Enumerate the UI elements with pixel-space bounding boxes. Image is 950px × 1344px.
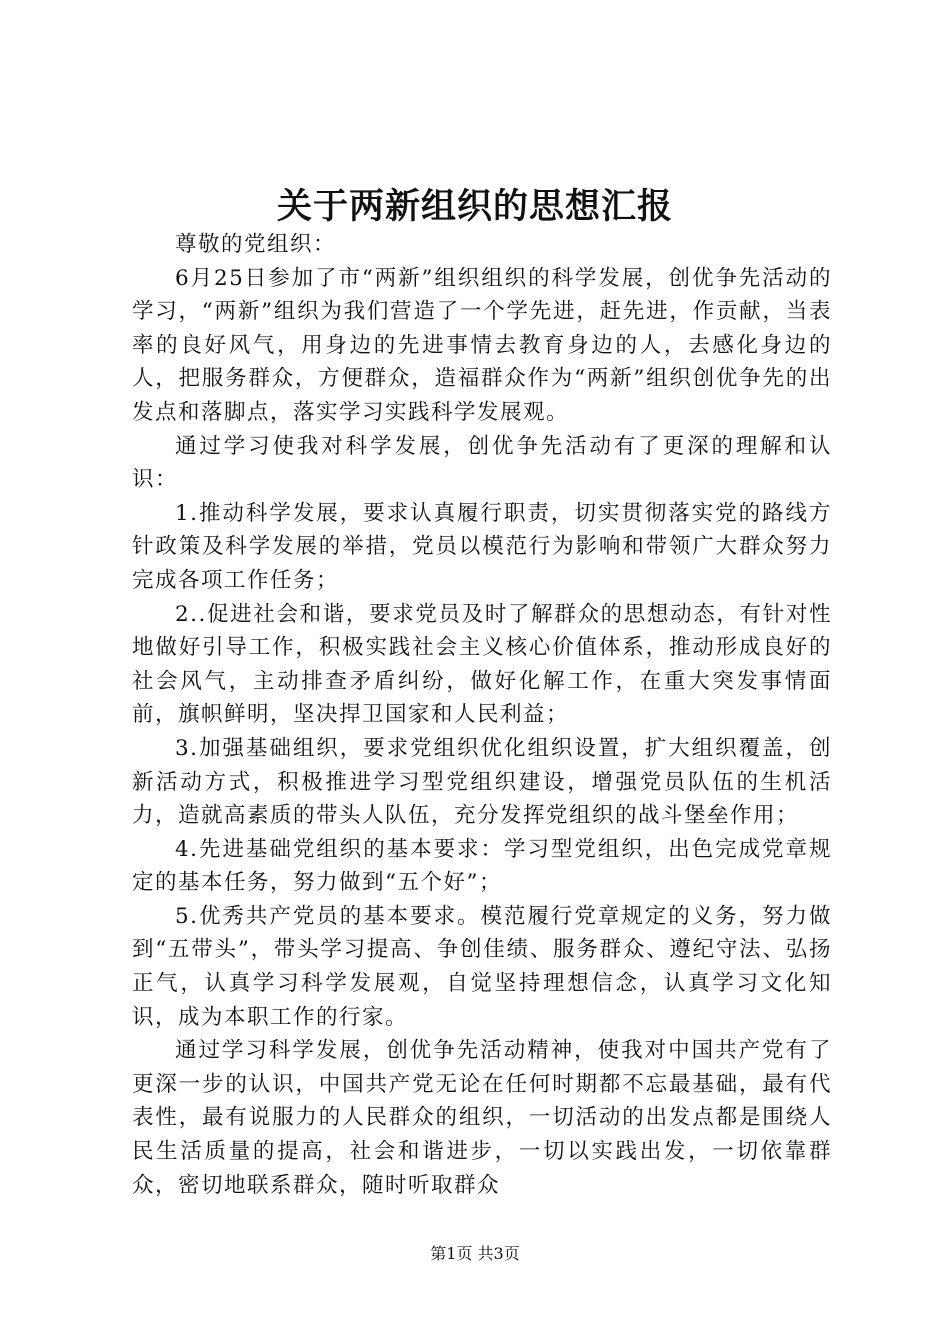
paragraph-intro: 6月25日参加了市“两新”组织组织的科学发展，创优争先活动的学习，“两新”组织为我们营造了一个学先进，赶先进，作贡献，当表率的良好风气，用身边的先进事情去教育身边的人，去感化身边的人，把服务群众，方便群众，造福群众作为“两新”组织创优争先的出发点和落脚点，落实学习实践科学发展观。 bbox=[132, 265, 832, 425]
list-item-4: 4.先进基础党组织的基本要求：学习型党组织，出色完成党章规定的基本任务，努力做到“五个好”； bbox=[132, 836, 832, 896]
salutation: 尊敬的党组织： bbox=[175, 232, 337, 257]
document-title: 关于两新组织的思想汇报 bbox=[276, 186, 673, 227]
page-footer: 第1页 共3页 bbox=[430, 1244, 520, 1263]
paragraph-conclusion: 通过学习科学发展，创优争先活动精神，使我对中国共产党有了更深一步的认识，中国共产党无论在任何时期都不忘最基础，最有代表性，最有说服力的人民群众的组织，一切活动的出发点都是围绕人民生活质量的提高，社会和谐进步，一切以实践出发，一切依靠群众，密切地联系群众，随时听取群众 bbox=[132, 1038, 832, 1198]
list-item-2: 2..促进社会和谐，要求党员及时了解群众的思想动态，有针对性地做好引导工作，积极实践社会主义核心价值体系，推动形成良好的社会风气，主动排查矛盾纠纷，做好化解工作，在重大突发事情面前，旗帜鲜明，坚决捍卫国家和人民利益； bbox=[132, 601, 832, 728]
list-item-3: 3.加强基础组织，要求党组织优化组织设置，扩大组织覆盖，创新活动方式，积极推进学习型党组织建设，增强党员队伍的生机活力，造就高素质的带头人队伍，充分发挥党组织的战斗堡垒作用； bbox=[132, 735, 832, 829]
list-item-5: 5.优秀共产党员的基本要求。模范履行党章规定的义务，努力做到“五带头”，带头学习提高、争创佳绩、服务群众、遵纪守法、弘扬正气，认真学习科学发展观，自觉坚持理想信念，认真学习文化知识，成为本职工作的行家。 bbox=[132, 903, 832, 1030]
document-body bbox=[132, 228, 832, 1202]
paragraph-understanding: 通过学习使我对科学发展，创优争先活动有了更深的理解和认识： bbox=[132, 433, 832, 493]
list-item-1: 1.推动科学发展，要求认真履行职责，切实贯彻落实党的路线方针政策及科学发展的举措，党员以模范行为影响和带领广大群众努力完成各项工作任务； bbox=[132, 500, 832, 593]
